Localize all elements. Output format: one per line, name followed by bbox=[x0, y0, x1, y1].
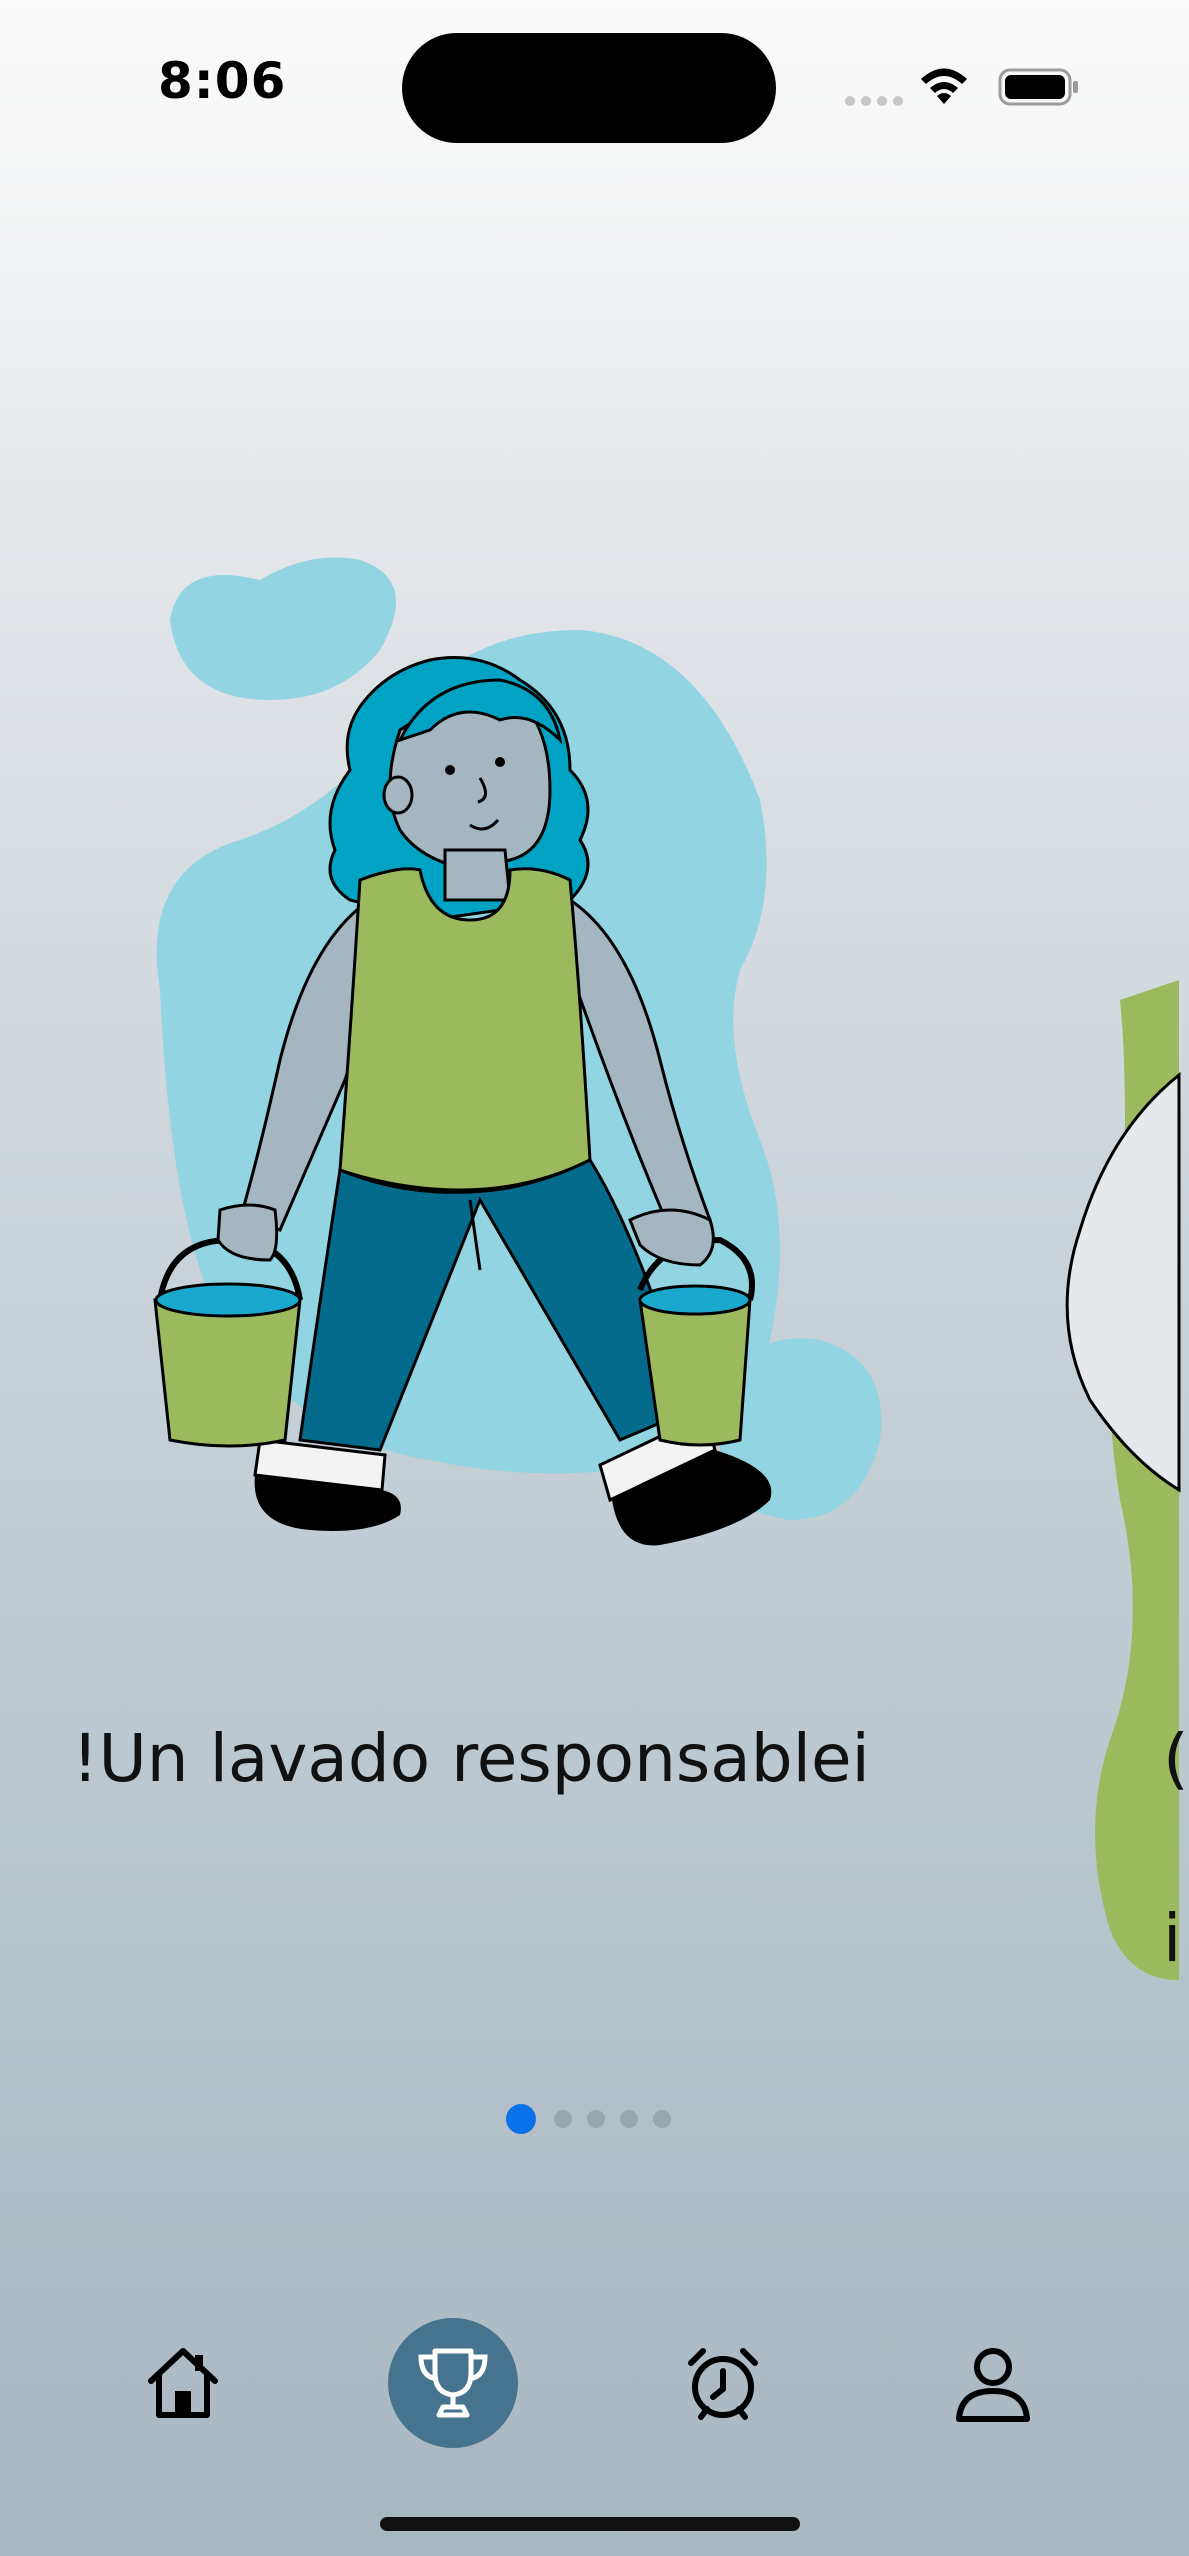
next-slide-title-line1: ( bbox=[1163, 1720, 1189, 1797]
woman-carrying-water-buckets-illustration bbox=[100, 540, 900, 1660]
alarm-clock-icon bbox=[683, 2343, 763, 2423]
page-indicator[interactable] bbox=[506, 2102, 686, 2134]
trophy-icon bbox=[413, 2343, 493, 2423]
next-slide-title-line2: i bbox=[1163, 1900, 1182, 1977]
cellular-signal-icon bbox=[845, 96, 903, 106]
tab-alarms[interactable] bbox=[658, 2318, 788, 2448]
slide-title: !Un lavado responsablei bbox=[72, 1720, 870, 1797]
wifi-icon bbox=[918, 64, 970, 106]
page-dot-4[interactable] bbox=[620, 2110, 638, 2128]
page-dot-5[interactable] bbox=[653, 2110, 671, 2128]
dynamic-island bbox=[402, 33, 776, 143]
person-icon bbox=[953, 2343, 1033, 2423]
tab-bar bbox=[0, 2300, 1179, 2460]
status-bar bbox=[0, 0, 1179, 170]
home-indicator[interactable] bbox=[380, 2517, 800, 2531]
tab-achievements[interactable] bbox=[388, 2318, 518, 2448]
onboarding-carousel[interactable] bbox=[0, 500, 1189, 2000]
page-dot-2[interactable] bbox=[554, 2110, 572, 2128]
status-time: 8:06 bbox=[158, 52, 287, 110]
page-dot-1[interactable] bbox=[506, 2104, 536, 2134]
tab-profile[interactable] bbox=[928, 2318, 1058, 2448]
next-slide-illustration bbox=[1030, 980, 1182, 1980]
page-dot-3[interactable] bbox=[587, 2110, 605, 2128]
battery-icon bbox=[998, 68, 1080, 106]
home-icon bbox=[143, 2343, 223, 2423]
tab-home[interactable] bbox=[118, 2318, 248, 2448]
